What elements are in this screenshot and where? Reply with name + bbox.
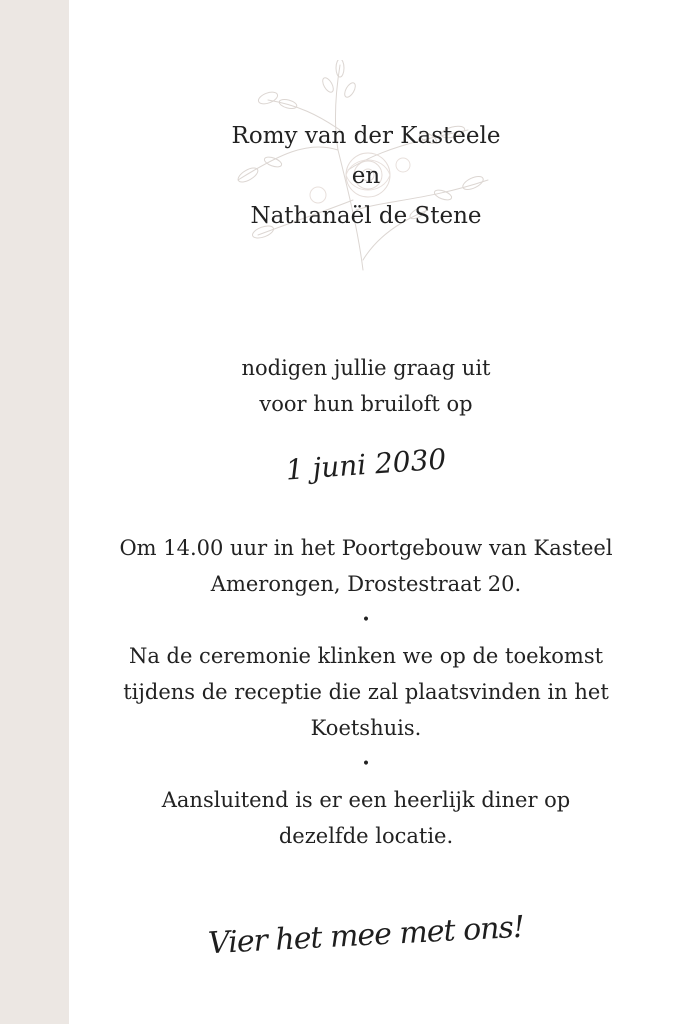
bride-name: Romy van der Kasteele [231, 123, 501, 149]
dinner-line-1: Aansluitend is er een heerlijk diner op [161, 788, 571, 812]
closing-message: Vier het mee met ons! [207, 909, 525, 962]
wedding-date: 1 juni 2030 [284, 442, 448, 487]
reception-line-3: Koetshuis. [310, 716, 422, 740]
reception-line-1: Na de ceremonie klinken we op de toekomst [128, 644, 604, 668]
groom-name: Nathanaël de Stene [250, 203, 482, 229]
ceremony-line-2: Amerongen, Drostestraat 20. [210, 572, 522, 596]
intro-line-2: voor hun bruiloft op [259, 392, 473, 416]
ceremony-line-1: Om 14.00 uur in het Poortgebouw van Kasteel [119, 536, 613, 560]
and-word: en [351, 163, 381, 189]
couple-names [69, 116, 663, 236]
separator-dot: • [361, 756, 371, 772]
reception-line-2: tijdens de receptie die zal plaatsvinden in het [123, 680, 609, 704]
invitation-intro [69, 350, 663, 422]
side-strip [0, 0, 69, 1024]
dinner-line-2: dezelfde locatie. [278, 824, 454, 848]
separator-dot: • [361, 612, 371, 628]
event-details [69, 530, 663, 854]
intro-line-1: nodigen jullie graag uit [241, 356, 491, 380]
